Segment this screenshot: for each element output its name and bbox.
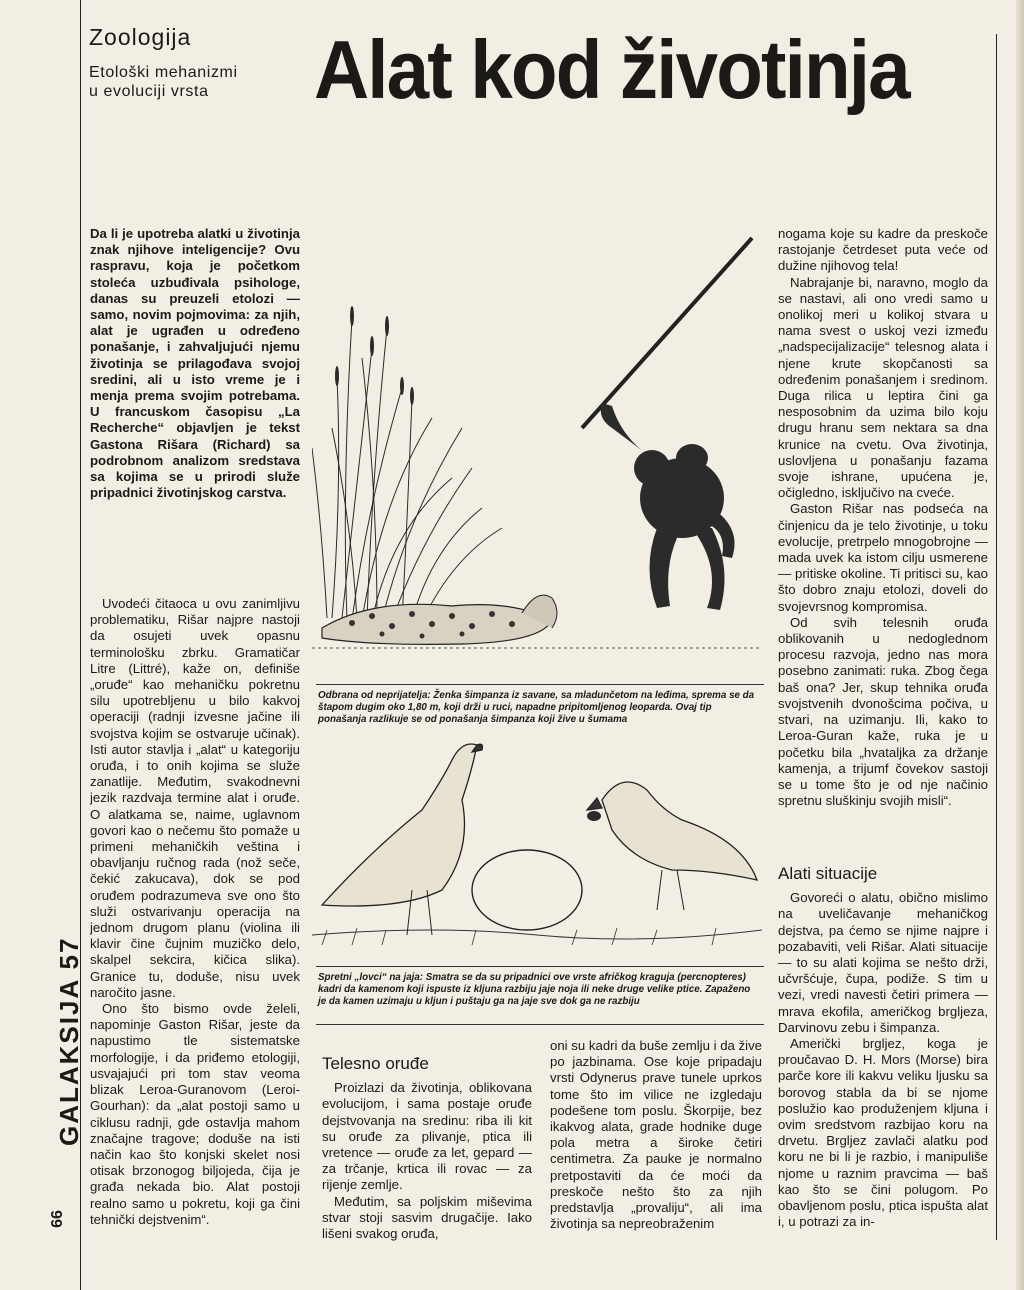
column-2 xyxy=(322,1056,532,1242)
paragraph: Nabrajanje bi, naravno, moglo da se nastavi, ali ono vredi samo u onolikoj meri u kolikoj stvara u nama svest o uskoj vezi između „nadspecijalizacije“ telesnog alata i njene krute skopčanosti sa određenim ponašanjem i sredinom. Duga rilica u leptira čini ga nesposobnim da uzima bilo koju drugu hranu sem nektara sa dna krunice na cvetu. Ova životinja, uslovljena u ponašanju fazama svoje ishrane, upućena je, očigledno, isključivo na cveće. xyxy=(778,274,988,501)
column-4 xyxy=(778,226,988,809)
egg-figure xyxy=(472,850,582,930)
paragraph: Međutim, sa poljskim miševima stvar stoji sasvim drugačije. Iako lišeni svakog oruđa, xyxy=(322,1193,532,1242)
vulture-right-figure xyxy=(587,782,757,880)
section-label: Zoologija xyxy=(89,24,192,50)
paragraph: Uvodeći čitaoca u ovu zanimljivu problematiku, Rišar najpre nastoji da osujeti uvek opasnu terminološku zbrku. Gramatičar Litre (Littré), kaže on, definiše „oruđe“ kao mehaničku pokretnu silu upotrebljenu u bilo kakvoj operaciji (radnji izvesne jačine ili svojstva kojim se ostvaruje učinak). Isti autor stavlja i „alat“ u kategoriju oruđa, i to onih kojima se služe zanatlije. Međutim, svakodnevni jezik razdvaja termine alat i oruđe. O alatkama se, naime, uglavnom govori kao o nečemu što pomaže u primeni mehaničkih veština i obavljanju ručnog rada (nož seče, čekić zakucava), dok se pod oruđem podrazumeva sve ono što služi ostvarivanju operacija na jednom drugom planu (violina ili klavir čine čujnim muzičko delo, skalpel sekcira, kičica slika). Granice tu, doduše, nisu uvek naročito jasne. xyxy=(90,596,300,1000)
subtitle-line-1: Etološki mehanizmi xyxy=(89,64,238,81)
column-1 xyxy=(90,596,300,1228)
paragraph: Govoreći o alatu, obično mislimo na uveličavanje mehaničkog dejstva, pa ćemo se njime najpre i pozabaviti, veli Rišar. Alati situacije — to su alati kojima se nešto drži, učvršćuje, čupa, podiže. S tim u vezi, vredi navesti četiri primera — mrava ekofila, američkog brgljeza, Darvinovu zebu i šimpanza. xyxy=(778,890,988,1035)
paragraph: oni su kadri da buše zemlju i da žive po jazbinama. Ose koje pripadaju vrsti Odynerus prave tunele uprkos tome što im vilice ne izgledaju podešene tom poslu. Škorpije, bez ikakvog alata, grade hodnike duge pola metra a široke četiri centimetra. Za pauke je normalno pretpostaviti da će moći da preskoče nešto što za njih predstavlja „provaliju“, ali ima životinja sa nepreobraženim xyxy=(550,1038,762,1232)
magazine-name: GALAKSIJA 57 xyxy=(54,936,84,1146)
folio xyxy=(40,936,84,1230)
stone-figure xyxy=(587,811,601,821)
caption-vultures: Spretni „lovci“ na jaja: Smatra se da su pripadnici ove vrste afričkog kraguja (percnopteres) kadri da kamenom koji ispuste iz kljuna razbiju jaje noja ili neke druge velike ptice. Zapaženo je da kamen uzimaju u kljun i puštaju ga na jaje sve dok ga ne razbiju xyxy=(318,972,751,1007)
paragraph: Američki brgljez, koga je proučavao D. H. Mors (Morse) bira parče kore ili kakvu veliku ljusku sa borovog stabla da bi se njome poslužio kao produženjem kljuna i ovim sredstvom razbijao koru na drvetu. Brgljez zavlači alatku pod koru ne bi li je razbio, i manipuliše njome u raznim pravcima — baš kao što se čini polugom. Po obavljenom poslu, ptica ispušta alat i, u potrazi za in- xyxy=(778,1036,988,1230)
right-margin-rule xyxy=(996,34,997,1240)
leopard-figure xyxy=(322,595,557,644)
paragraph: Ono što bismo ovde želeli, napominje Gaston Rišar, jeste da napustimo tle sistematske morfologije, i da priđemo etologiji, usvajajući pri tom stav veoma blizak Leroa-Guranovom (Leroi-Gourhan): da „alat postoji samo u ciklusu radnji, gde ostavlja mahom značajne tragove; doduše na isti način kao što konjski skelet nosi otisak brzonogog biljojeda, čija je građa nekada bio. Alat postoji realno samo u pokretu, koji ga čini tehnički dejstvenim“. xyxy=(90,1001,300,1227)
column-4-continued xyxy=(778,866,988,1230)
paragraph: Od svih telesnih oruđa oblikovanih u nedoglednom procesu razvoja, jedno nas mora posebno zanimati: ruka. Zbog čega baš ona? Jer, skup tehnika oruđa svojstvenih dvonošcima počiva, u stvari, na uzimanju. Ili, kako to Leroa-Guran kaže, ruka je u početku bila „hvataljka za držanje kamenja, a trijumf čovekov sastoji se u tome što je od nje načinio spretnu sluškinju svojih misli“. xyxy=(778,614,988,809)
subheading-alati-situacije: Alati situacije xyxy=(778,864,878,883)
caption-rule xyxy=(316,1024,764,1025)
rubric xyxy=(89,24,309,101)
vulture-left-figure xyxy=(322,744,482,906)
subtitle-line-2: u evoluciji vrsta xyxy=(89,83,209,100)
paragraph: Gaston Rišar nas podseća na činjenicu da je telo životinje, u toku evolucije, pretrpelo mnogobrojne — mada uvek ka istom cilju usmerene — pritiske okoline. Ti pritisci su, kao što dobro znaju etolozi, doveli do svojevrsnog kompromisa. xyxy=(778,501,988,614)
caption-rule xyxy=(316,966,764,967)
subheading-telesno-orudje: Telesno oruđe xyxy=(322,1054,429,1073)
column-3 xyxy=(550,1038,762,1232)
lead-paragraph: Da li je upotreba alatki u životinja znak njihove inteligencije? Ovu raspravu, koja je početkom stoleća uzbuđivala psihologe, danas su preuzeli etolozi — samo, novim pojmovima: za njih, alat je ugrađen u određeno ponašanje, i zahvaljujući njemu životinja se prilagođava svojoj sredini, ali u isto vreme je i menja prema svojim potrebama. U francuskom časopisu „La Recherche“ objavljen je tekst Gastona Rišara (Richard) sa podrobnom analizom sredstava sa kojima se u prirodi služe pripadnici životinjskog carstva. xyxy=(90,226,300,501)
caption-rule xyxy=(316,684,764,685)
paragraph: Proizlazi da životinja, oblikovana evolucijom, i sama postaje oruđe dejstvovanja na sredinu: riba ili kit su oruđe za plivanje, ptica ili vretence — oruđe za let, gepard — za trčanje, krtica ili rovac — za rijenje zemlje. xyxy=(322,1080,532,1193)
page-edge xyxy=(1016,0,1024,1290)
chimpanzee-figure xyxy=(601,403,735,610)
vultures-egg-illustration xyxy=(312,730,762,966)
paragraph: nogama koje su kadre da preskoče rastojanje četrdeset puta veće od dužine njihovog tela! xyxy=(778,226,988,274)
article-title: Alat kod životinja xyxy=(314,23,909,116)
chimpanzee-leopard-illustration xyxy=(312,228,762,668)
caption-chimpanzee: Odbrana od neprijatelja: Ženka šimpanza iz savane, sa mladunčetom na leđima, sprema se da štapom dugim oko 1,80 m, koji drži u ruci, napadne pripitomljenog leoparda. Ovaj tip ponašanja razlikuje se od ponašanja šimpanza koji žive u šumama xyxy=(318,690,755,725)
page-number: 66 xyxy=(48,1210,66,1228)
